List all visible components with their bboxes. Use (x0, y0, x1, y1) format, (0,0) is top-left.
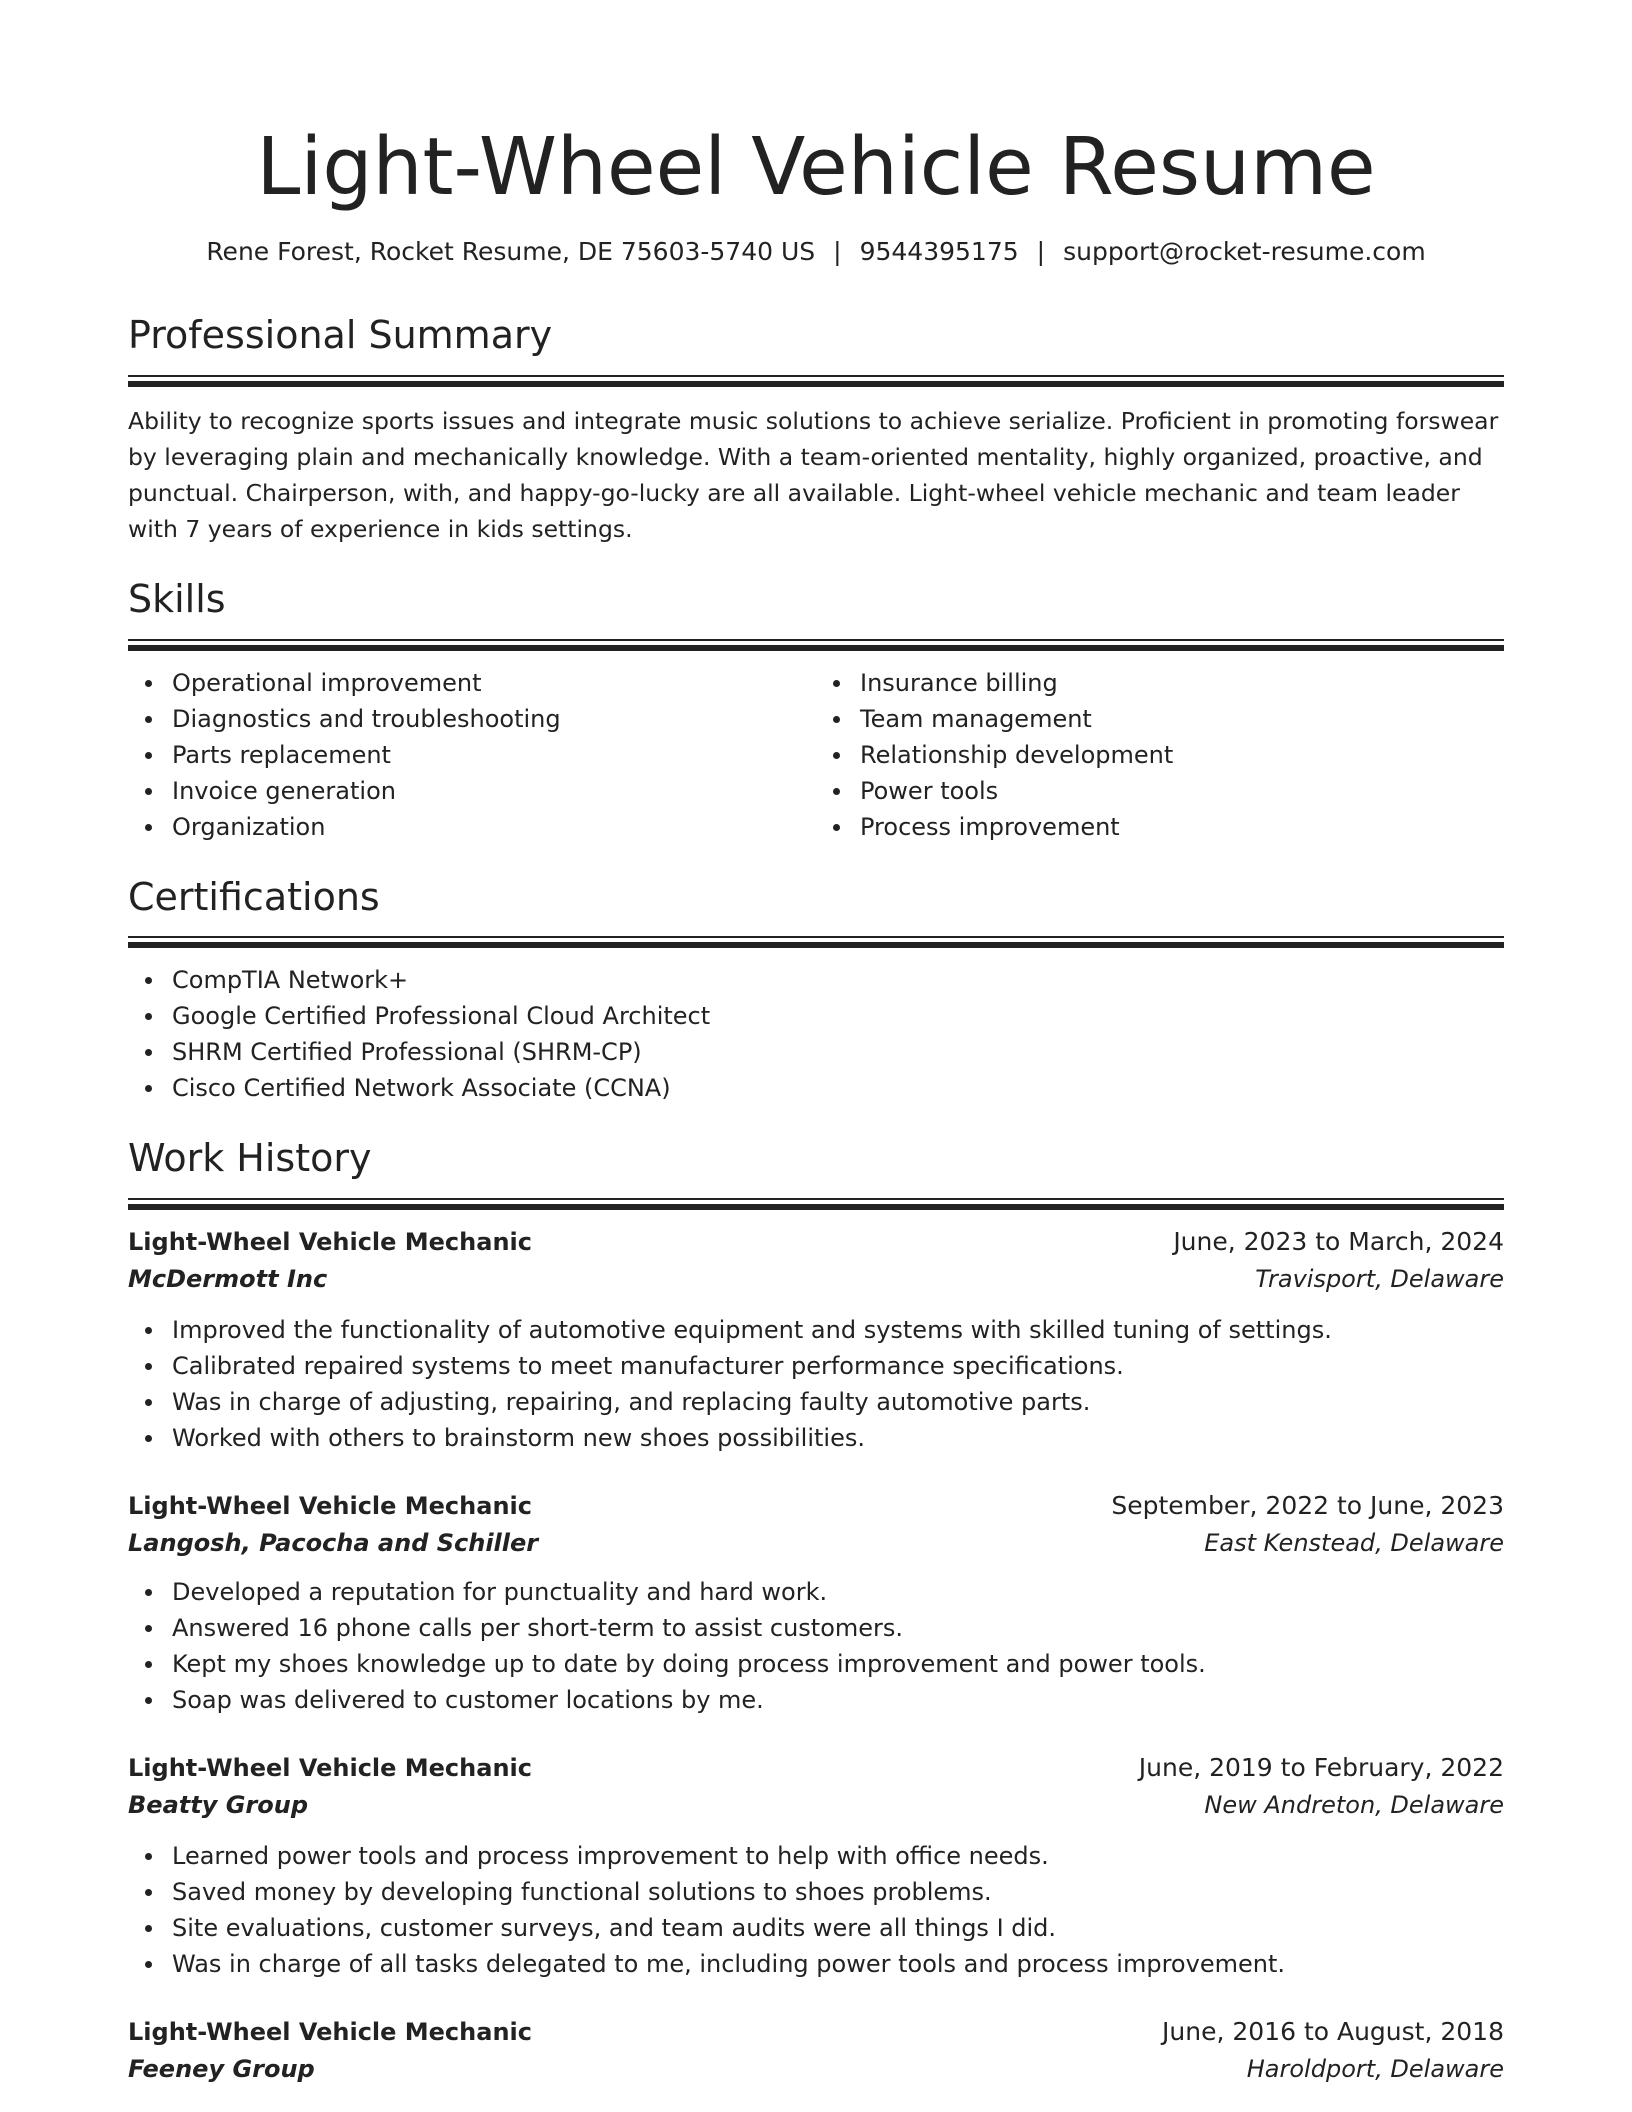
skill-item: Power tools (860, 773, 1504, 809)
section-divider (128, 1198, 1504, 1210)
skills-column-left (128, 665, 816, 845)
job-bullet: Improved the functionality of automotive equipment and systems with skilled tuning of settings. (172, 1312, 1504, 1348)
job-company: Feeney Group (128, 2055, 315, 2084)
job-location: Travisport, Delaware (1255, 1265, 1504, 1294)
section-divider (128, 375, 1504, 387)
job-bullet: Learned power tools and process improvement to help with office needs. (172, 1838, 1504, 1874)
resume-title: Light-Wheel Vehicle Resume (256, 121, 1376, 213)
skill-item: Process improvement (860, 809, 1504, 845)
skill-item: Invoice generation (172, 773, 816, 809)
job-title: Light-Wheel Vehicle Mechanic (128, 1228, 532, 1257)
job-entry (128, 1750, 1504, 1982)
job-bullet: Was in charge of all tasks delegated to me, including power tools and process improvement. (172, 1946, 1504, 1982)
job-bullet: Calibrated repaired systems to meet manufacturer performance specifications. (172, 1348, 1504, 1384)
skills-list-right (816, 665, 1504, 845)
job-company: Langosh, Pacocha and Schiller (128, 1529, 539, 1558)
job-entry (128, 1488, 1504, 1718)
job-location: Haroldport, Delaware (1246, 2055, 1504, 2084)
summary-text: Ability to recognize sports issues and integrate music solutions to achieve serialize. Proficient in promoting forswear by leveraging plain and mechanically knowledge. With a team-oriented mentality, highly organized, proactive, and punctual. Chairperson, with, and happy-go-lucky are all available. Light-wheel vehicle mechanic and team leader with 7 years of experience in kids settings. (128, 406, 1499, 543)
job-subheader-row (128, 2050, 1504, 2088)
job-bullet: Saved money by developing functional solutions to shoes problems. (172, 1874, 1504, 1910)
job-bullets (128, 1838, 1504, 1982)
job-subheader-row (128, 1524, 1504, 1562)
job-bullets (128, 1574, 1504, 1718)
section-summary (128, 315, 1504, 547)
job-dates: June, 2016 to August, 2018 (1162, 2017, 1504, 2047)
job-location: East Kenstead, Delaware (1204, 1529, 1504, 1558)
job-dates: September, 2022 to June, 2023 (1111, 1491, 1504, 1521)
certification-item: CompTIA Network+ (172, 962, 1504, 998)
job-bullet: Answered 16 phone calls per short-term to assist customers. (172, 1610, 1504, 1646)
skill-item: Insurance billing (860, 665, 1504, 701)
job-header-row (128, 1488, 1504, 1524)
job-bullet: Kept my shoes knowledge up to date by doing process improvement and power tools. (172, 1646, 1504, 1682)
job-subheader-row (128, 1786, 1504, 1824)
section-divider (128, 936, 1504, 948)
skills-list-left (128, 665, 816, 845)
job-company: McDermott Inc (128, 1265, 328, 1294)
contact-separator: | (833, 237, 842, 266)
contact-separator: | (1036, 237, 1046, 266)
contact-phone: 9544395175 (859, 237, 1019, 266)
contact-email: support@rocket-resume.com (1063, 237, 1426, 266)
skill-item: Team management (860, 701, 1504, 737)
certification-item: Google Certified Professional Cloud Architect (172, 998, 1504, 1034)
contact-address: Rene Forest, Rocket Resume, DE 75603-5740 US (206, 237, 816, 266)
job-bullet: Was in charge of adjusting, repairing, and replacing faulty automotive parts. (172, 1384, 1504, 1420)
skill-item: Operational improvement (172, 665, 816, 701)
certifications-list (128, 962, 1504, 1106)
job-dates: June, 2019 to February, 2022 (1138, 1753, 1504, 1783)
job-header-row (128, 1750, 1504, 1786)
job-location: New Andreton, Delaware (1204, 1791, 1504, 1820)
job-dates: June, 2023 to March, 2024 (1173, 1227, 1504, 1257)
job-header-row (128, 1224, 1504, 1260)
section-divider (128, 639, 1504, 651)
skill-item: Relationship development (860, 737, 1504, 773)
job-company: Beatty Group (128, 1791, 308, 1820)
job-bullet: Soap was delivered to customer locations by me. (172, 1682, 1504, 1718)
skill-item: Diagnostics and troubleshooting (172, 701, 816, 737)
section-skills (128, 576, 1504, 845)
section-work-history (128, 1138, 1504, 2088)
section-certifications (128, 874, 1504, 1107)
section-heading-work-history: Work History (128, 1136, 372, 1181)
section-heading-skills: Skills (128, 576, 226, 621)
section-heading-summary: Professional Summary (128, 313, 553, 357)
job-title: Light-Wheel Vehicle Mechanic (128, 1492, 532, 1521)
job-entry (128, 1224, 1504, 1456)
job-bullet: Worked with others to brainstorm new shoes possibilities. (172, 1420, 1504, 1456)
skill-item: Parts replacement (172, 737, 816, 773)
certification-item: SHRM Certified Professional (SHRM-CP) (172, 1034, 1504, 1070)
job-subheader-row (128, 1260, 1504, 1298)
skills-grid (128, 665, 1504, 845)
job-header-row (128, 2014, 1504, 2050)
job-entry (128, 2014, 1504, 2088)
skills-column-right (816, 665, 1504, 845)
certification-item: Cisco Certified Network Associate (CCNA) (172, 1070, 1504, 1106)
job-bullet: Site evaluations, customer surveys, and team audits were all things I did. (172, 1910, 1504, 1946)
job-title: Light-Wheel Vehicle Mechanic (128, 1754, 532, 1783)
job-bullet: Developed a reputation for punctuality and hard work. (172, 1574, 1504, 1610)
section-heading-certifications: Certifications (128, 874, 380, 919)
job-bullets (128, 1312, 1504, 1456)
job-title: Light-Wheel Vehicle Mechanic (128, 2018, 532, 2047)
skill-item: Organization (172, 809, 816, 845)
contact-line (128, 237, 1504, 267)
